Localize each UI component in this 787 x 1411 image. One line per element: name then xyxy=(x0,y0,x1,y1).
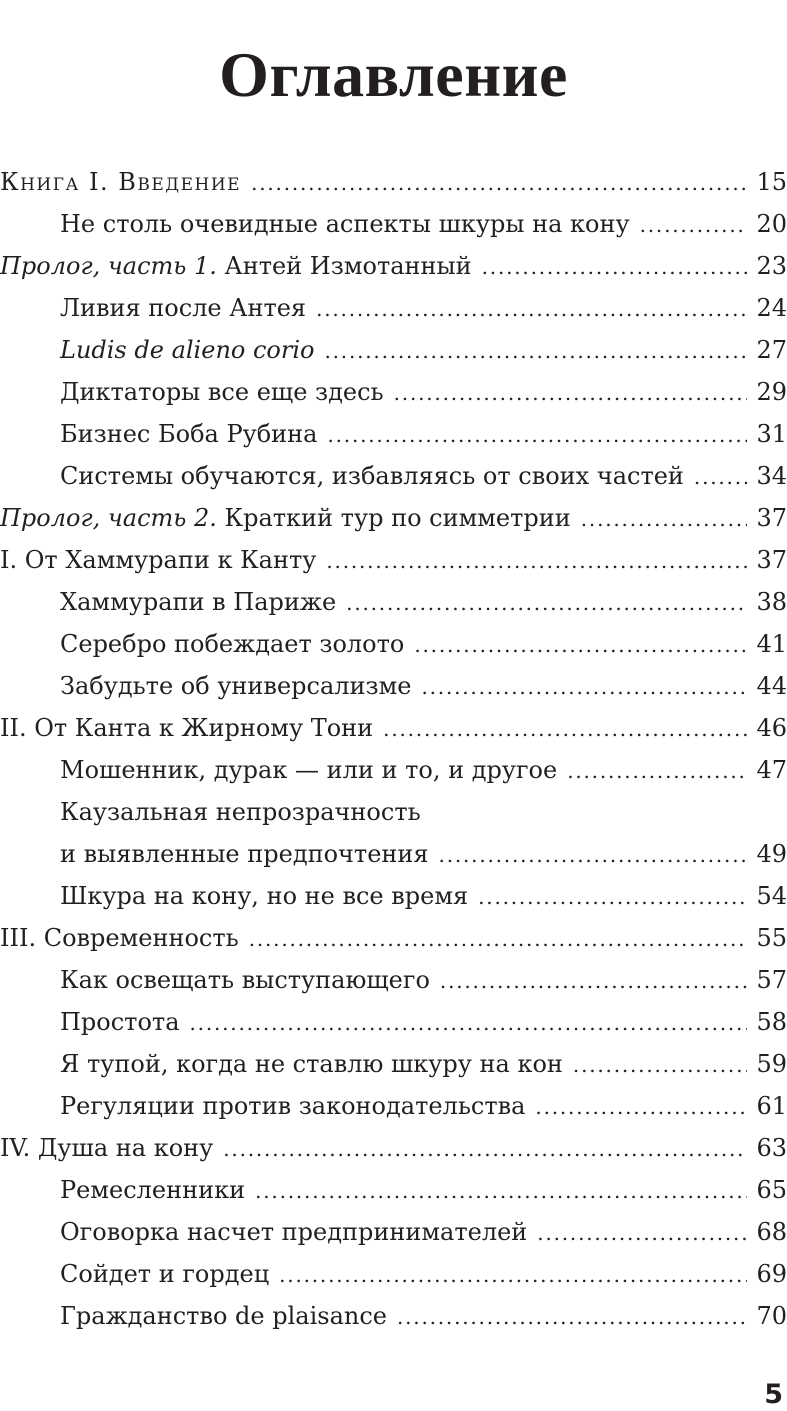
dot-leader xyxy=(414,624,747,666)
dot-leader xyxy=(383,708,747,750)
toc-entry-title xyxy=(0,1127,223,1169)
dot-leader xyxy=(535,1086,747,1128)
toc-entry-page: 29 xyxy=(756,378,787,406)
toc-entry-title xyxy=(0,917,249,959)
toc-entry-book-label: Книга I. Введение xyxy=(0,168,242,196)
toc-entry-text: I. От Хаммурапи к Канту xyxy=(0,546,317,574)
dot-leader xyxy=(478,876,747,918)
toc-entry xyxy=(0,875,787,917)
toc-entry xyxy=(0,413,787,455)
toc-entry-title xyxy=(60,791,431,833)
toc-entry-title xyxy=(60,581,346,623)
toc-entry-text: Сойдет и гордец xyxy=(60,1260,270,1288)
toc-entry-title xyxy=(60,749,567,791)
toc-entry-title xyxy=(60,287,316,329)
toc-entry-text: Серебро побеждает золото xyxy=(60,630,405,658)
toc-entry-text: III. Современность xyxy=(0,924,239,952)
dot-leader xyxy=(573,1044,747,1086)
toc-entry-page: 59 xyxy=(756,1050,787,1078)
toc-entry xyxy=(0,1211,787,1253)
toc-entry-page: 55 xyxy=(756,924,787,952)
toc-entry-italic-label: Пролог, часть 2. xyxy=(0,504,217,532)
toc-entry-page: 34 xyxy=(756,462,787,490)
toc-entry-page: 41 xyxy=(756,630,787,658)
toc-entry xyxy=(0,203,787,245)
toc-entry xyxy=(0,791,787,833)
toc-entry-page: 69 xyxy=(756,1260,787,1288)
dot-leader xyxy=(537,1212,747,1254)
toc-entry-text: Краткий тур по симметрии xyxy=(224,504,571,532)
toc-entry-title xyxy=(60,1295,397,1337)
dot-leader xyxy=(440,960,747,1002)
dot-leader xyxy=(249,918,747,960)
toc-entry-title xyxy=(60,455,694,497)
toc-entry-title xyxy=(60,833,439,875)
toc-entry-page: 24 xyxy=(756,294,787,322)
toc-entry-title xyxy=(60,371,394,413)
toc-entry-page: 63 xyxy=(756,1134,787,1162)
toc-entry-text: Бизнес Боба Рубина xyxy=(60,420,318,448)
dot-leader xyxy=(316,288,747,330)
toc-entry-page: 68 xyxy=(756,1218,787,1246)
toc-entry-title xyxy=(0,539,326,581)
toc-entry-title xyxy=(60,1043,573,1085)
dot-leader xyxy=(640,204,747,246)
toc-entry-title xyxy=(60,875,478,917)
toc-entry-text: Гражданство de plaisance xyxy=(60,1302,387,1330)
dot-leader xyxy=(482,246,747,288)
toc-entry xyxy=(0,287,787,329)
toc-entry-text: Оговорка насчет предпринимателей xyxy=(60,1218,528,1246)
dot-leader xyxy=(397,1296,747,1338)
toc-entry xyxy=(0,455,787,497)
toc-entry xyxy=(0,1043,787,1085)
toc-entry xyxy=(0,1127,787,1169)
toc-entry-title xyxy=(0,245,482,287)
toc-entry-page: 37 xyxy=(756,504,787,532)
dot-leader xyxy=(279,1254,747,1296)
toc-entry-text: и выявленные предпочтения xyxy=(60,840,429,868)
toc-entry-text: Мошенник, дурак — или и то, и другое xyxy=(60,756,558,784)
toc-entry-title xyxy=(0,707,383,749)
dot-leader xyxy=(694,456,747,498)
toc-entry xyxy=(0,623,787,665)
toc-entry-title xyxy=(60,203,640,245)
toc-entry-text: Ремесленники xyxy=(60,1176,246,1204)
toc-entry xyxy=(0,1253,787,1295)
toc-entry-page: 65 xyxy=(756,1176,787,1204)
toc-entry-page: 27 xyxy=(756,336,787,364)
toc-entry-text: Системы обучаются, избавляясь от своих частей xyxy=(60,462,684,490)
dot-leader xyxy=(581,498,747,540)
toc-entry xyxy=(0,497,787,539)
toc-entry xyxy=(0,1001,787,1043)
toc-entry-text: Простота xyxy=(60,1008,180,1036)
dot-leader xyxy=(324,330,747,372)
toc-entry-title xyxy=(60,329,324,371)
toc-entry-title xyxy=(0,497,581,539)
toc-entry xyxy=(0,539,787,581)
toc-entry xyxy=(0,665,787,707)
dot-leader xyxy=(190,1002,748,1044)
toc-entry-page: 46 xyxy=(756,714,787,742)
toc-entry-page: 15 xyxy=(756,168,787,196)
toc-entry-title xyxy=(60,623,414,665)
toc-entry-italic-label: Ludis de alieno corio xyxy=(60,336,315,364)
dot-leader xyxy=(346,582,747,624)
toc-entry-text: Не столь очевидные аспекты шкуры на кону xyxy=(60,210,630,238)
dot-leader xyxy=(439,834,747,876)
dot-leader xyxy=(251,162,747,204)
toc-entry-title xyxy=(60,413,327,455)
toc-entry xyxy=(0,1295,787,1337)
toc-entry-text: Шкура на кону, но не все время xyxy=(60,882,469,910)
dot-leader xyxy=(421,666,747,708)
toc-entry-text: Я тупой, когда не ставлю шкуру на кон xyxy=(60,1050,563,1078)
dot-leader xyxy=(567,750,747,792)
toc-entry xyxy=(0,917,787,959)
toc-entry xyxy=(0,245,787,287)
page-title: Оглавление xyxy=(219,38,568,110)
dot-leader xyxy=(255,1170,747,1212)
toc-entry-page: 44 xyxy=(756,672,787,700)
toc-entry-page: 70 xyxy=(756,1302,787,1330)
toc-entry-page: 49 xyxy=(756,840,787,868)
dot-leader xyxy=(327,414,747,456)
toc-entry-page: 38 xyxy=(756,588,787,616)
toc-entry-title xyxy=(0,161,251,203)
toc-entry-page: 54 xyxy=(756,882,787,910)
toc-entry-page: 37 xyxy=(756,546,787,574)
toc-entry xyxy=(0,581,787,623)
toc-entry-text: Забудьте об универсализме xyxy=(60,672,412,700)
toc-entry-title xyxy=(60,1211,537,1253)
toc-entry-page: 23 xyxy=(756,252,787,280)
toc-entry-text: II. От Канта к Жирному Тони xyxy=(0,714,374,742)
toc-entry-text: Ливия после Антея xyxy=(60,294,307,322)
toc-entry xyxy=(0,161,787,203)
toc-entry xyxy=(0,329,787,371)
toc-entry-title xyxy=(60,1001,190,1043)
toc-entry-italic-label: Пролог, часть 1. xyxy=(0,252,217,280)
dot-leader xyxy=(223,1128,747,1170)
toc-entry-text: IV. Душа на кону xyxy=(0,1134,214,1162)
toc-entry xyxy=(0,1085,787,1127)
toc-entry-title xyxy=(60,1253,279,1295)
dot-leader xyxy=(394,372,747,414)
toc-entry xyxy=(0,707,787,749)
toc-entry xyxy=(0,749,787,791)
toc-entry-text: Как освещать выступающего xyxy=(60,966,430,994)
toc-entry xyxy=(0,959,787,1001)
toc-entry-page: 31 xyxy=(756,420,787,448)
toc-entry-title xyxy=(60,1085,535,1127)
toc-entry-text: Антей Измотанный xyxy=(224,252,472,280)
toc-entry-page: 20 xyxy=(756,210,787,238)
page-number: 5 xyxy=(764,1379,783,1410)
toc-entry-title xyxy=(60,1169,255,1211)
dot-leader xyxy=(326,540,747,582)
toc-entry-page: 47 xyxy=(756,756,787,784)
toc-entry xyxy=(0,1169,787,1211)
toc-entry-title xyxy=(60,665,421,707)
toc-entry-text: Каузальная непрозрачность xyxy=(60,798,421,826)
toc-entry-text: Регуляции против законодательства xyxy=(60,1092,526,1120)
toc-entry-text: Хаммурапи в Париже xyxy=(60,588,337,616)
toc-entry xyxy=(0,371,787,413)
table-of-contents xyxy=(0,161,787,1337)
toc-entry xyxy=(0,833,787,875)
toc-entry-page: 58 xyxy=(756,1008,787,1036)
toc-entry-text: Диктаторы все еще здесь xyxy=(60,378,384,406)
toc-entry-page: 57 xyxy=(756,966,787,994)
toc-entry-page: 61 xyxy=(756,1092,787,1120)
toc-entry-title xyxy=(60,959,440,1001)
